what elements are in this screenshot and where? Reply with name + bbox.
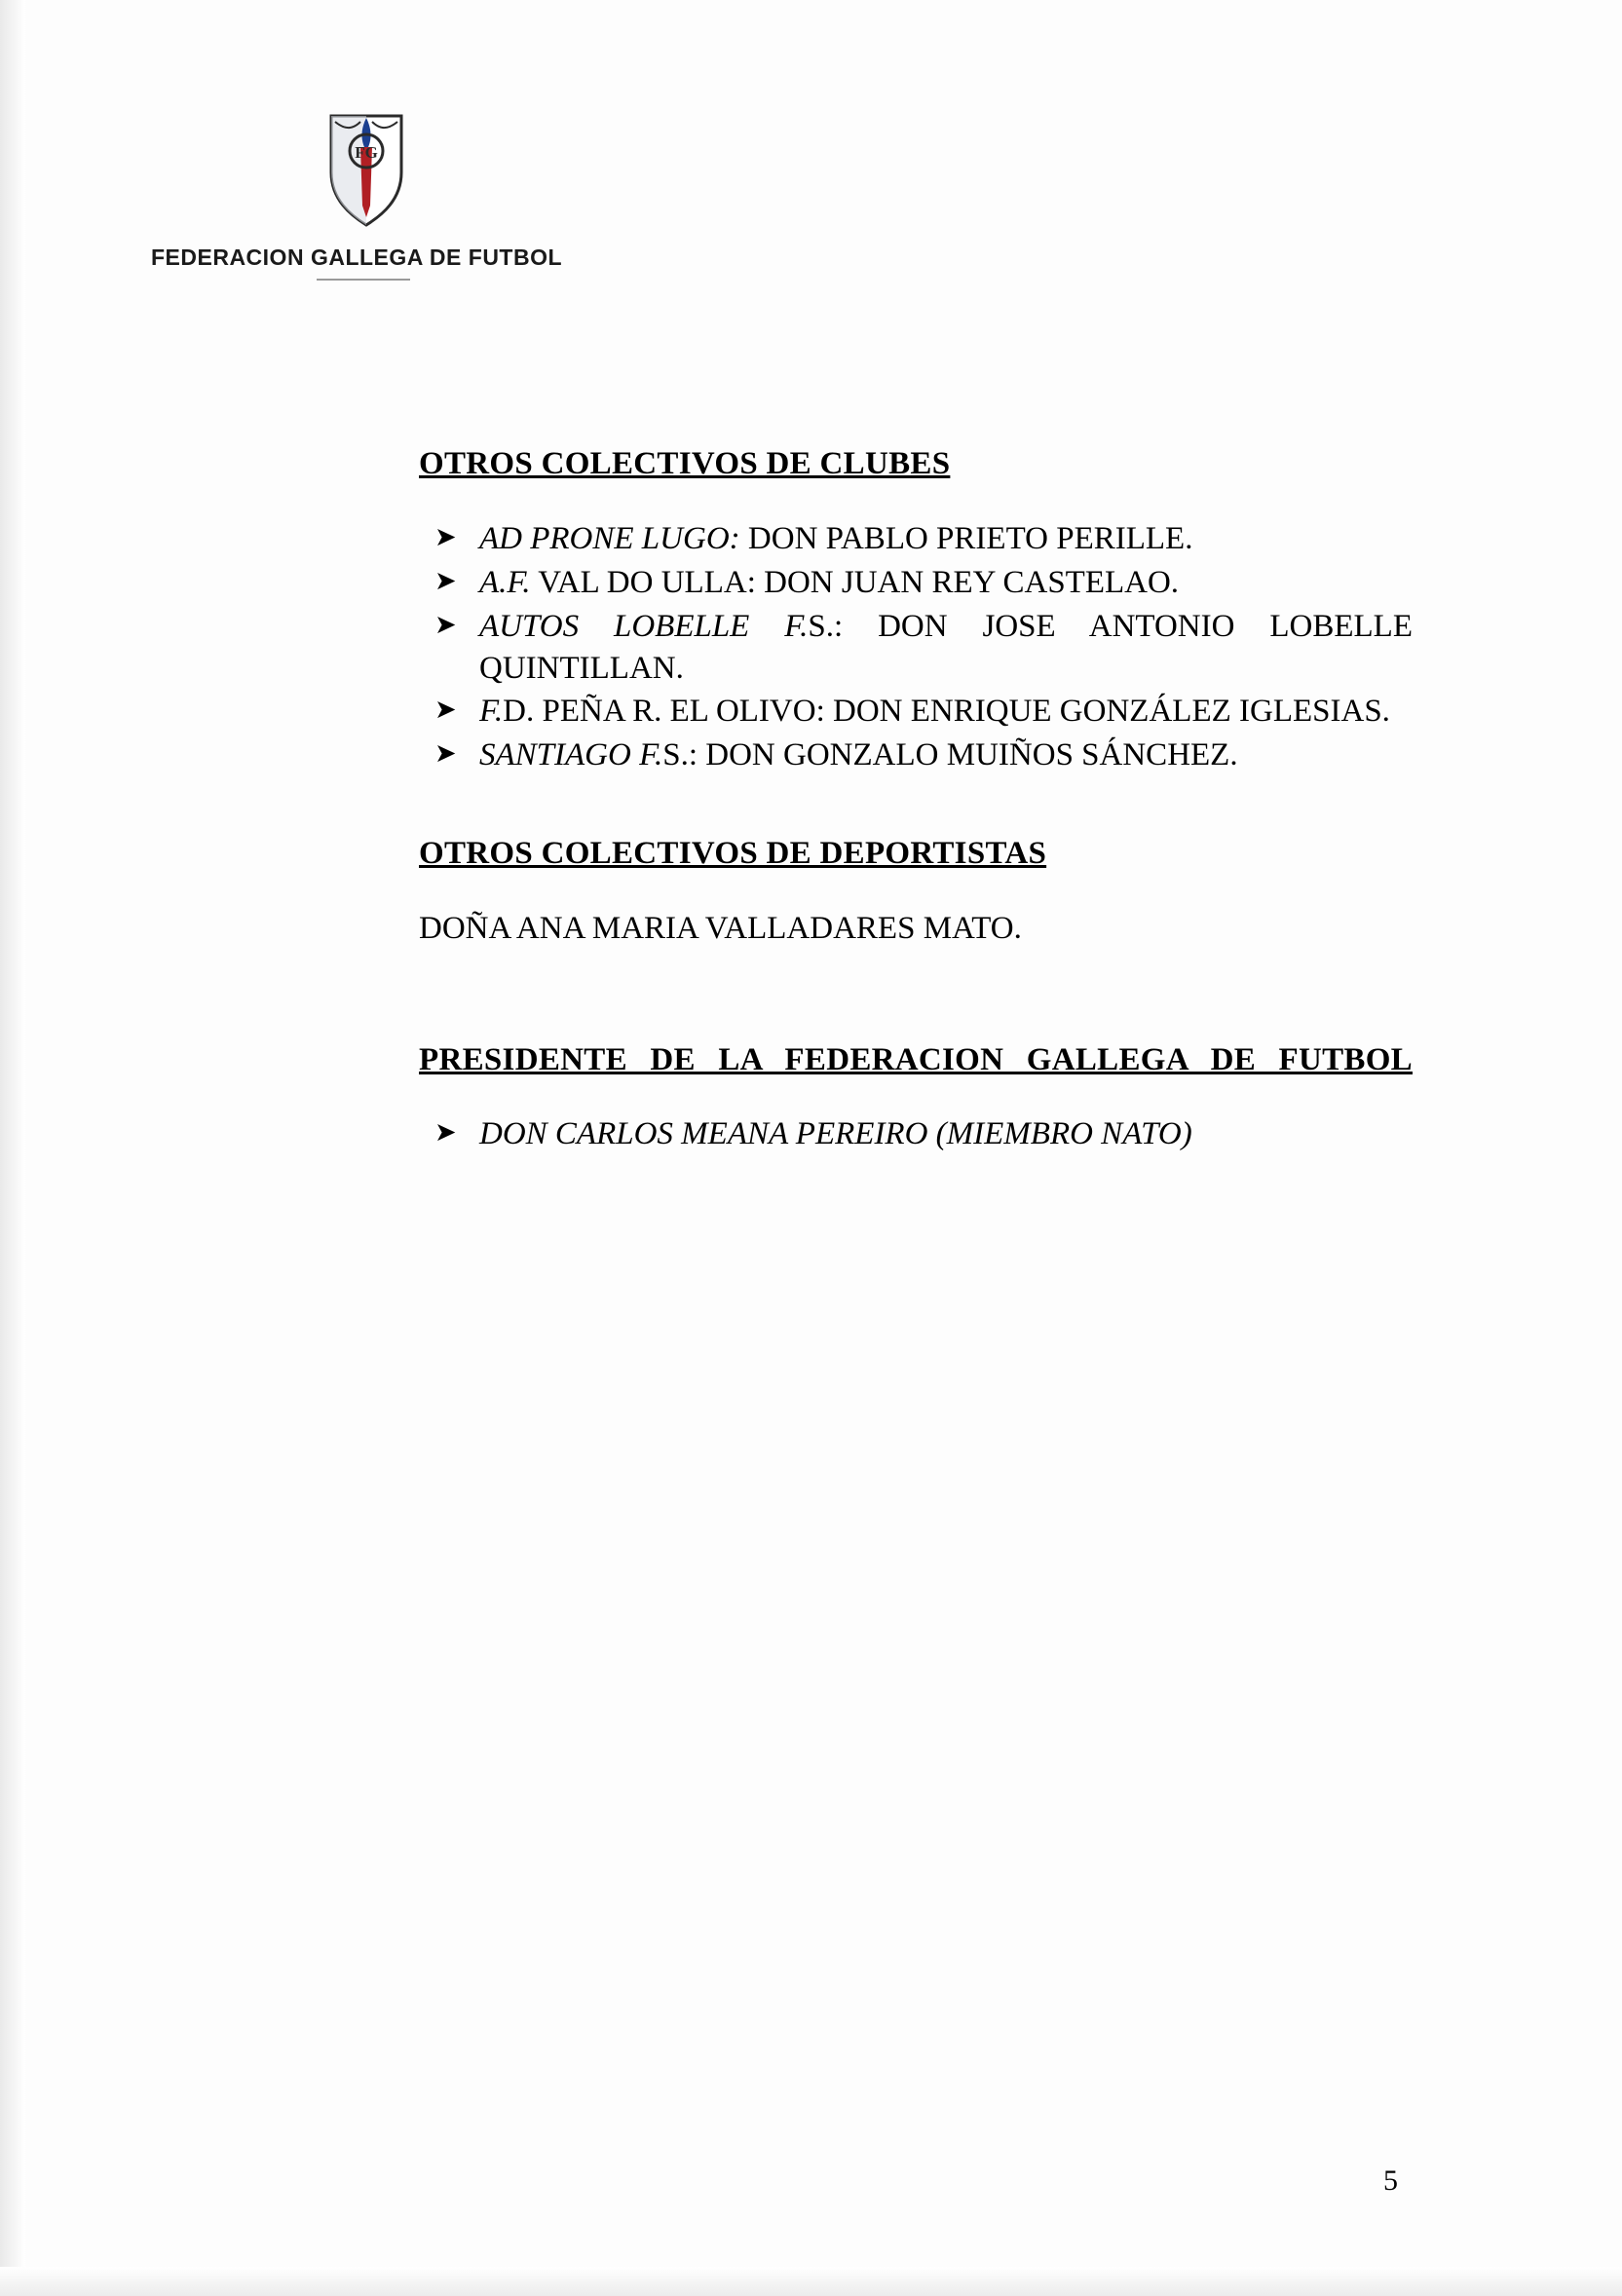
page-number: 5 xyxy=(1383,2164,1398,2197)
list-item-entity: A.F. xyxy=(479,564,531,600)
section-heading-clubes: OTROS COLECTIVOS DE CLUBES xyxy=(419,446,951,481)
list-item xyxy=(419,691,1413,733)
letterhead xyxy=(151,112,658,281)
scan-edge-bottom xyxy=(0,2267,1622,2296)
arrow-bullet-icon: ➤ xyxy=(434,738,457,769)
arrow-bullet-icon: ➤ xyxy=(434,609,457,639)
list-item-text: VAL DO ULLA: DON JUAN REY CASTELAO. xyxy=(530,564,1180,600)
list-item-entity: DON CARLOS MEANA PEREIRO (MIEMBRO NATO) xyxy=(479,1116,1192,1152)
list-otros-colectivos-clubes xyxy=(419,518,1413,776)
scan-edge-left xyxy=(0,0,25,2296)
federation-crest-icon xyxy=(321,112,411,229)
list-item-entity: AD PRONE LUGO: xyxy=(479,520,740,556)
arrow-bullet-icon: ➤ xyxy=(434,521,457,551)
svg-text:FG: FG xyxy=(355,143,378,162)
list-item-entity: SANTIAGO F. xyxy=(479,737,663,773)
list-item-text: DON PABLO PRIETO PERILLE. xyxy=(739,520,1193,556)
arrow-bullet-icon: ➤ xyxy=(434,695,457,725)
document-body xyxy=(419,443,1413,1157)
list-item-text: S.: DON GONZALO MUIÑOS SÁNCHEZ. xyxy=(662,737,1238,773)
paragraph-deportistas: DOÑA ANA MARIA VALLADARES MATO. xyxy=(419,911,1022,947)
list-item xyxy=(419,518,1413,560)
arrow-bullet-icon: ➤ xyxy=(434,565,457,595)
list-presidente xyxy=(419,1113,1413,1155)
list-item-entity: F. xyxy=(479,694,504,730)
list-item xyxy=(419,606,1413,690)
letterhead-rule xyxy=(317,279,410,281)
section-heading-presidente: PRESIDENTE DE LA FEDERACION GALLEGA DE FUTBOL xyxy=(419,1042,1413,1078)
list-item-text: S.: DON JOSE ANTONIO LOBELLE QUINTILLAN. xyxy=(479,608,1413,686)
arrow-bullet-icon: ➤ xyxy=(434,1117,457,1148)
section-heading-deportistas: OTROS COLECTIVOS DE DEPORTISTAS xyxy=(419,836,1047,872)
list-item xyxy=(419,734,1413,776)
spacer xyxy=(419,778,1413,833)
spacer xyxy=(419,950,1413,1039)
list-item-text: D. PEÑA R. EL OLIVO: DON ENRIQUE GONZÁLEZ IGLESIAS. xyxy=(503,694,1390,730)
list-item-entity: AUTOS LOBELLE F. xyxy=(479,608,809,644)
list-item xyxy=(419,1113,1413,1155)
federation-name: FEDERACION GALLEGA DE FUTBOL xyxy=(151,245,563,270)
list-item xyxy=(419,562,1413,604)
